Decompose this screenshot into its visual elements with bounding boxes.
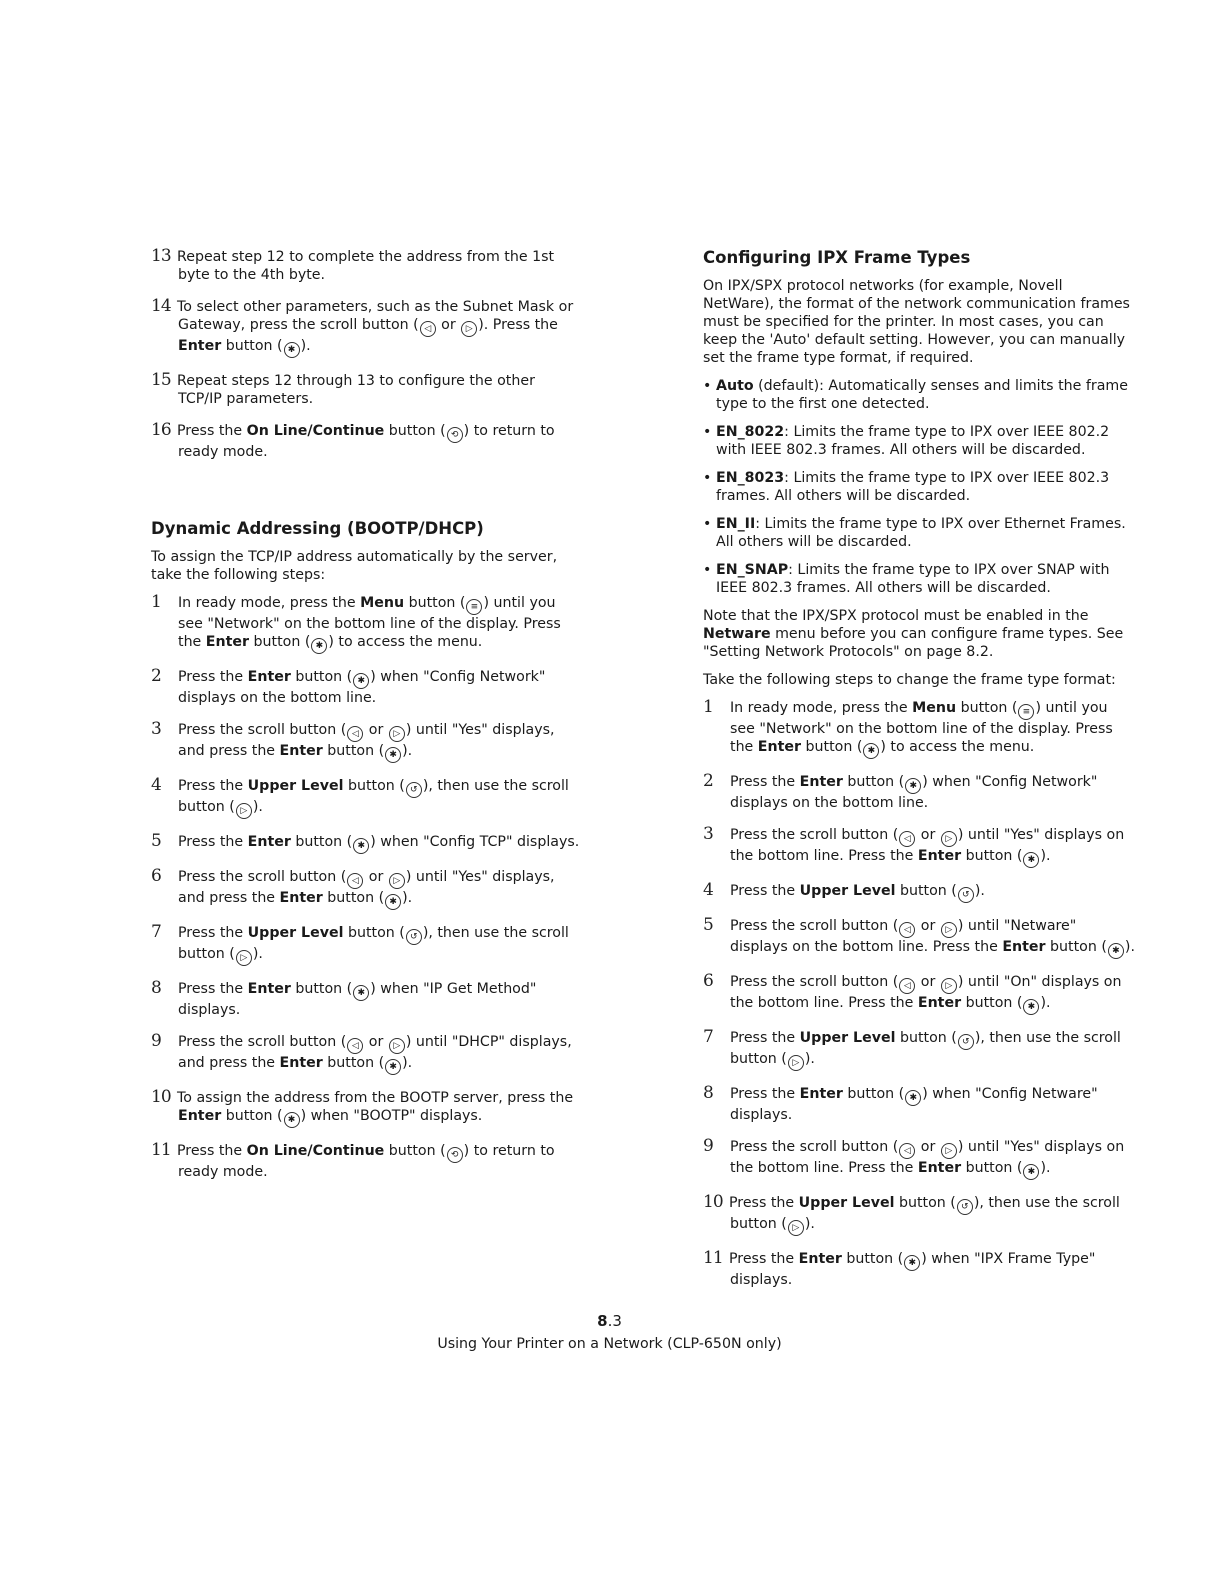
text-run: ) until "Yes" displays, and press the: [178, 722, 555, 759]
text-run: ), then use the scroll button (: [178, 778, 569, 815]
scroll-right-icon: ▷: [788, 1055, 804, 1071]
enter-icon: ✱: [284, 1112, 300, 1128]
text-run: Press the scroll button (: [730, 918, 899, 934]
text-run: ).: [300, 338, 311, 354]
text-run: button (: [842, 774, 905, 790]
text-run: button (: [384, 423, 446, 439]
enter-icon: ✱: [1023, 852, 1039, 868]
text-run: Press the: [178, 778, 248, 794]
step-text: [177, 1090, 573, 1124]
step-number: 8: [703, 1083, 714, 1103]
bold-term: Enter: [757, 739, 801, 755]
text-run: Press the: [178, 669, 248, 685]
bold-term: Menu: [912, 700, 957, 716]
step-item: [703, 699, 1135, 759]
step-text: [177, 423, 555, 460]
step-item: [151, 1033, 583, 1075]
bold-term: Upper Level: [247, 778, 344, 794]
text-run: ). Press the: [478, 317, 558, 333]
step-text: [178, 669, 545, 706]
text-run: ).: [974, 883, 985, 899]
text-run: button (: [956, 700, 1018, 716]
step-item: [151, 1142, 583, 1181]
bold-term: Upper Level: [799, 883, 896, 899]
text-run: ) when "IPX Frame Type" displays.: [730, 1251, 1096, 1288]
text-run: In ready mode, press the: [178, 595, 361, 611]
text-run: Press the: [730, 883, 800, 899]
text-run: ) to access the menu.: [328, 634, 483, 650]
text-run: ).: [402, 743, 413, 759]
bold-term: Enter: [917, 848, 962, 864]
scroll-right-icon: ▷: [389, 873, 405, 889]
frame-type-item: [703, 423, 1135, 459]
bold-term: EN_SNAP: [716, 562, 789, 578]
text-run: menu before you can configure frame types. See "Setting Network Protocols" on page 8.2.: [703, 626, 1124, 660]
step-text: [729, 1251, 1095, 1288]
text-run: ) to return to ready mode.: [178, 1143, 555, 1180]
bold-term: Enter: [279, 1055, 323, 1071]
bold-term: Upper Level: [799, 1030, 896, 1046]
bold-term: Enter: [798, 1251, 842, 1267]
bold-term: EN_8022: [716, 424, 785, 440]
step-item: [703, 882, 1135, 903]
enter-icon: ✱: [284, 342, 300, 358]
text-run: Press the: [177, 1143, 247, 1159]
enter-icon: ✱: [1023, 1164, 1039, 1180]
step-number: 1: [151, 592, 162, 612]
step-item: [703, 1194, 1135, 1236]
text-run: ) when "BOOTP" displays.: [300, 1108, 483, 1124]
step-text: [177, 1143, 555, 1180]
step-number: 3: [703, 824, 714, 844]
bold-term: Enter: [1002, 939, 1046, 955]
text-run: ) until "Yes" displays on the bottom line. Press the: [730, 827, 1125, 864]
text-run: button (: [895, 1030, 957, 1046]
bold-term: Enter: [799, 774, 843, 790]
text-run: Press the: [730, 774, 800, 790]
text-run: Press the scroll button (: [178, 722, 347, 738]
text-run: button (: [249, 634, 311, 650]
bold-term: Upper Level: [247, 925, 344, 941]
step-text: [730, 1086, 1098, 1123]
step-number: 9: [703, 1136, 714, 1156]
bold-term: Enter: [247, 981, 291, 997]
step-number: 11: [703, 1248, 723, 1268]
enter-icon: ✱: [353, 673, 369, 689]
scroll-left-icon: ◁: [347, 873, 363, 889]
text-run: button (: [322, 743, 385, 759]
bullet-icon: •: [703, 562, 712, 578]
enter-icon: ✱: [904, 1255, 920, 1271]
enter-icon: ✱: [353, 838, 369, 854]
footer-title: Using Your Printer on a Network (CLP-650N only): [437, 1336, 782, 1352]
step-number: 16: [151, 420, 171, 440]
text-run: ) until "Yes" displays, and press the: [178, 869, 555, 906]
text-run: Press the: [178, 834, 248, 850]
text-run: : Limits the frame type to IPX over IEEE 802.3 frames. All others will be discarded.: [716, 470, 1110, 504]
steps-intro: Take the following steps to change the frame type format:: [703, 672, 1116, 688]
text-run: ).: [1124, 939, 1135, 955]
text-run: or: [364, 869, 388, 885]
enter-icon: ✱: [385, 894, 401, 910]
step-number: 4: [151, 775, 162, 795]
text-run: button (: [322, 1055, 385, 1071]
bold-term: Enter: [799, 1086, 843, 1102]
step-number: 2: [703, 771, 714, 791]
online-continue-icon: ⟲: [447, 427, 463, 443]
text-run: or: [436, 317, 461, 333]
step-item: [703, 1250, 1135, 1289]
bold-term: Netware: [703, 626, 771, 642]
text-run: ).: [252, 946, 263, 962]
text-run: Press the scroll button (: [730, 974, 899, 990]
step-item: [703, 1138, 1135, 1180]
text-run: button (: [290, 669, 353, 685]
bold-term: Enter: [247, 669, 291, 685]
text-run: Press the scroll button (: [730, 827, 899, 843]
scroll-left-icon: ◁: [899, 1143, 915, 1159]
scroll-right-icon: ▷: [941, 922, 957, 938]
bold-term: EN_8023: [716, 470, 785, 486]
text-run: To select other parameters, such as the Subnet Mask or Gateway, press the scroll button (: [177, 299, 574, 333]
scroll-right-icon: ▷: [788, 1220, 804, 1236]
step-number: 15: [151, 370, 171, 390]
bold-term: Enter: [205, 634, 249, 650]
step-text: [729, 1195, 1120, 1232]
step-text: [178, 778, 569, 815]
text-run: ) until "Yes" displays on the bottom line. Press the: [730, 1139, 1125, 1176]
bullet-icon: •: [703, 516, 712, 532]
text-run: : Limits the frame type to IPX over IEEE 802.2 with IEEE 802.3 frames. All others will be discarded.: [716, 424, 1110, 458]
step-item: [151, 980, 583, 1019]
step-item: [151, 298, 583, 358]
text-run: or: [364, 722, 388, 738]
scroll-right-icon: ▷: [236, 803, 252, 819]
bold-term: Enter: [178, 338, 222, 354]
scroll-right-icon: ▷: [461, 321, 477, 337]
text-run: Press the: [177, 423, 247, 439]
step-text: [730, 1139, 1124, 1176]
step-number: 13: [151, 246, 171, 266]
text-run: button (: [894, 1195, 956, 1211]
text-run: ).: [252, 799, 263, 815]
bold-term: Enter: [178, 1108, 222, 1124]
enter-icon: ✱: [385, 747, 401, 763]
upper-level-icon: ↺: [957, 1199, 973, 1215]
text-run: ) when "IP Get Method" displays.: [178, 981, 537, 1018]
text-run: button (: [290, 834, 353, 850]
text-run: : Limits the frame type to IPX over Ethernet Frames. All others will be discarded.: [716, 516, 1126, 550]
text-run: ).: [804, 1051, 815, 1067]
text-run: button (: [895, 883, 957, 899]
step-text: [178, 869, 555, 906]
step-number: 7: [151, 922, 162, 942]
scroll-right-icon: ▷: [941, 1143, 957, 1159]
text-run: button (: [842, 1086, 905, 1102]
text-run: button (: [221, 338, 283, 354]
text-run: In ready mode, press the: [730, 700, 913, 716]
text-run: button (: [343, 925, 405, 941]
text-run: button (: [961, 995, 1023, 1011]
step-item: [703, 917, 1135, 959]
bold-term: Enter: [279, 743, 323, 759]
step-number: 6: [703, 971, 714, 991]
step-item: [151, 668, 583, 707]
text-run: button (: [801, 739, 863, 755]
scroll-left-icon: ◁: [420, 321, 436, 337]
step-number: 5: [151, 831, 162, 851]
page-chapter: 8: [597, 1312, 608, 1330]
text-run: ).: [804, 1216, 815, 1232]
menu-icon: ≡: [466, 599, 482, 615]
text-run: ).: [402, 890, 413, 906]
step-list-ipx: [703, 699, 1135, 1289]
upper-level-icon: ↺: [406, 929, 422, 945]
step-text: [177, 249, 554, 283]
text-run: ) until "DHCP" displays, and press the: [178, 1034, 572, 1071]
text-run: Press the: [730, 1086, 800, 1102]
text-run: ) when "Config Network" displays on the bottom line.: [730, 774, 1098, 811]
text-run: : Limits the frame type to IPX over SNAP with IEEE 802.3 frames. All others will be discarded.: [716, 562, 1110, 596]
bullet-icon: •: [703, 424, 712, 440]
section-heading-dynamic-addressing: Dynamic Addressing (BOOTP/DHCP): [151, 519, 484, 538]
text-run: ), then use the scroll button (: [730, 1195, 1120, 1232]
enter-icon: ✱: [1023, 999, 1039, 1015]
text-run: ) when "Config Network" displays on the bottom line.: [178, 669, 546, 706]
frame-type-item: [703, 469, 1135, 505]
enter-icon: ✱: [905, 1090, 921, 1106]
bold-term: Enter: [247, 834, 291, 850]
upper-level-icon: ↺: [406, 782, 422, 798]
step-number: 3: [151, 719, 162, 739]
bold-term: Enter: [917, 995, 962, 1011]
text-run: Note that the IPX/SPX protocol must be enabled in the: [703, 608, 1089, 624]
text-run: button (: [841, 1251, 904, 1267]
step-number: 5: [703, 915, 714, 935]
text-run: ) to return to ready mode.: [178, 423, 555, 460]
frame-type-item: [703, 515, 1135, 551]
text-run: button (: [404, 595, 466, 611]
enter-icon: ✱: [1108, 943, 1124, 959]
step-text: [730, 974, 1121, 1011]
step-number: 9: [151, 1031, 162, 1051]
step-item: [151, 594, 583, 654]
step-item: [151, 868, 583, 910]
step-text: [178, 834, 579, 850]
text-run: ), then use the scroll button (: [178, 925, 569, 962]
step-text: [730, 883, 985, 899]
text-run: ) until you see "Network" on the bottom line of the display. Press the: [178, 595, 561, 650]
scroll-left-icon: ◁: [899, 978, 915, 994]
text-run: ) until "Netware" displays on the bottom line. Press the: [730, 918, 1077, 955]
bold-term: Upper Level: [798, 1195, 895, 1211]
step-text: [177, 373, 535, 407]
menu-icon: ≡: [1018, 704, 1034, 720]
text-run: ).: [1040, 1160, 1051, 1176]
text-run: button (: [322, 890, 385, 906]
step-text: [178, 981, 536, 1018]
step-text: [730, 827, 1124, 864]
scroll-left-icon: ◁: [347, 1038, 363, 1054]
enter-icon: ✱: [353, 985, 369, 1001]
text-run: Press the scroll button (: [178, 869, 347, 885]
text-run: ) when "Config Netware" displays.: [730, 1086, 1098, 1123]
text-run: ).: [1040, 995, 1051, 1011]
scroll-right-icon: ▷: [941, 831, 957, 847]
bold-term: EN_II: [716, 516, 756, 532]
text-run: Press the: [729, 1195, 799, 1211]
step-text: [730, 774, 1097, 811]
step-number: 10: [151, 1087, 171, 1107]
step-text: [178, 722, 555, 759]
text-run: button (: [221, 1108, 283, 1124]
text-run: button (: [1045, 939, 1107, 955]
text-run: Press the scroll button (: [730, 1139, 899, 1155]
text-run: Press the: [729, 1251, 799, 1267]
step-item: [703, 1029, 1135, 1071]
step-number: 1: [703, 697, 714, 717]
enter-icon: ✱: [385, 1059, 401, 1075]
bold-term: Enter: [279, 890, 323, 906]
text-run: Press the: [730, 1030, 800, 1046]
enter-icon: ✱: [905, 778, 921, 794]
enter-icon: ✱: [311, 638, 327, 654]
online-continue-icon: ⟲: [447, 1147, 463, 1163]
section-heading-ipx-frame-types: Configuring IPX Frame Types: [703, 248, 971, 267]
text-run: ) to access the menu.: [880, 739, 1035, 755]
step-text: [178, 925, 569, 962]
text-run: To assign the address from the BOOTP server, press the: [177, 1090, 574, 1106]
step-number: 8: [151, 978, 162, 998]
text-run: ) when "Config TCP" displays.: [370, 834, 580, 850]
text-run: (default): Automatically senses and limits the frame type to the first one detected.: [716, 378, 1128, 412]
text-run: Repeat steps 12 through 13 to configure the other TCP/IP parameters.: [177, 373, 535, 407]
step-item: [151, 372, 583, 408]
text-run: button (: [290, 981, 353, 997]
bullet-icon: •: [703, 470, 712, 486]
text-run: button (: [961, 848, 1023, 864]
bold-term: Auto: [716, 378, 754, 394]
step-item: [703, 1085, 1135, 1124]
section-intro: On IPX/SPX protocol networks (for example, Novell NetWare), the format of the network communication frames must be specified for the printer. In most cases, you can keep the 'Auto' default setting. However, you can manually set the frame type format, if required.: [703, 278, 1130, 366]
text-run: ) until "On" displays on the bottom line. Press the: [730, 974, 1122, 1011]
step-item: [703, 826, 1135, 868]
bullet-icon: •: [703, 378, 712, 394]
step-item: [703, 773, 1135, 812]
protocol-note: [703, 607, 1135, 661]
step-item: [151, 422, 583, 461]
scroll-right-icon: ▷: [389, 726, 405, 742]
text-run: button (: [343, 778, 405, 794]
page-sub: .3: [607, 1312, 622, 1330]
step-item: [151, 248, 583, 284]
text-run: or: [916, 1139, 940, 1155]
step-list-dhcp: [151, 594, 583, 1181]
scroll-left-icon: ◁: [347, 726, 363, 742]
step-text: [730, 918, 1135, 955]
text-run: button (: [961, 1160, 1023, 1176]
bold-term: On Line/Continue: [246, 423, 385, 439]
enter-icon: ✱: [863, 743, 879, 759]
step-item: [151, 924, 583, 966]
text-run: button (: [384, 1143, 446, 1159]
step-item: [151, 833, 583, 854]
left-column: [151, 248, 583, 1195]
scroll-right-icon: ▷: [389, 1038, 405, 1054]
step-item: [151, 1089, 583, 1128]
scroll-right-icon: ▷: [941, 978, 957, 994]
text-run: Repeat step 12 to complete the address from the 1st byte to the 4th byte.: [177, 249, 555, 283]
text-run: ).: [1040, 848, 1051, 864]
section-intro: To assign the TCP/IP address automatically by the server, take the following steps:: [151, 549, 558, 583]
step-number: 4: [703, 880, 714, 900]
step-text: [178, 595, 561, 650]
step-item: [151, 721, 583, 763]
step-number: 6: [151, 866, 162, 886]
text-run: Press the: [178, 981, 248, 997]
bold-term: Enter: [917, 1160, 962, 1176]
frame-type-item: [703, 377, 1135, 413]
right-column: [703, 248, 1135, 1303]
scroll-right-icon: ▷: [236, 950, 252, 966]
step-number: 7: [703, 1027, 714, 1047]
text-run: Press the: [178, 925, 248, 941]
bold-term: Menu: [360, 595, 405, 611]
bold-term: On Line/Continue: [246, 1143, 385, 1159]
step-number: 14: [151, 296, 171, 316]
step-text: [730, 700, 1113, 755]
text-run: or: [364, 1034, 388, 1050]
text-run: ) until you see "Network" on the bottom line of the display. Press the: [730, 700, 1113, 755]
step-number: 10: [703, 1192, 723, 1212]
text-run: or: [916, 827, 940, 843]
page-number: [0, 1312, 1219, 1330]
text-run: ), then use the scroll button (: [730, 1030, 1121, 1067]
upper-level-icon: ↺: [958, 887, 974, 903]
frame-type-list: [703, 377, 1135, 597]
text-run: ).: [402, 1055, 413, 1071]
step-text: [177, 299, 573, 354]
scroll-left-icon: ◁: [899, 831, 915, 847]
step-list-continued: [151, 248, 583, 461]
text-run: Press the scroll button (: [178, 1034, 347, 1050]
text-run: or: [916, 918, 940, 934]
step-text: [730, 1030, 1121, 1067]
step-text: [178, 1034, 572, 1071]
text-run: or: [916, 974, 940, 990]
upper-level-icon: ↺: [958, 1034, 974, 1050]
scroll-left-icon: ◁: [899, 922, 915, 938]
step-number: 2: [151, 666, 162, 686]
frame-type-item: [703, 561, 1135, 597]
step-number: 11: [151, 1140, 171, 1160]
step-item: [703, 973, 1135, 1015]
step-item: [151, 777, 583, 819]
